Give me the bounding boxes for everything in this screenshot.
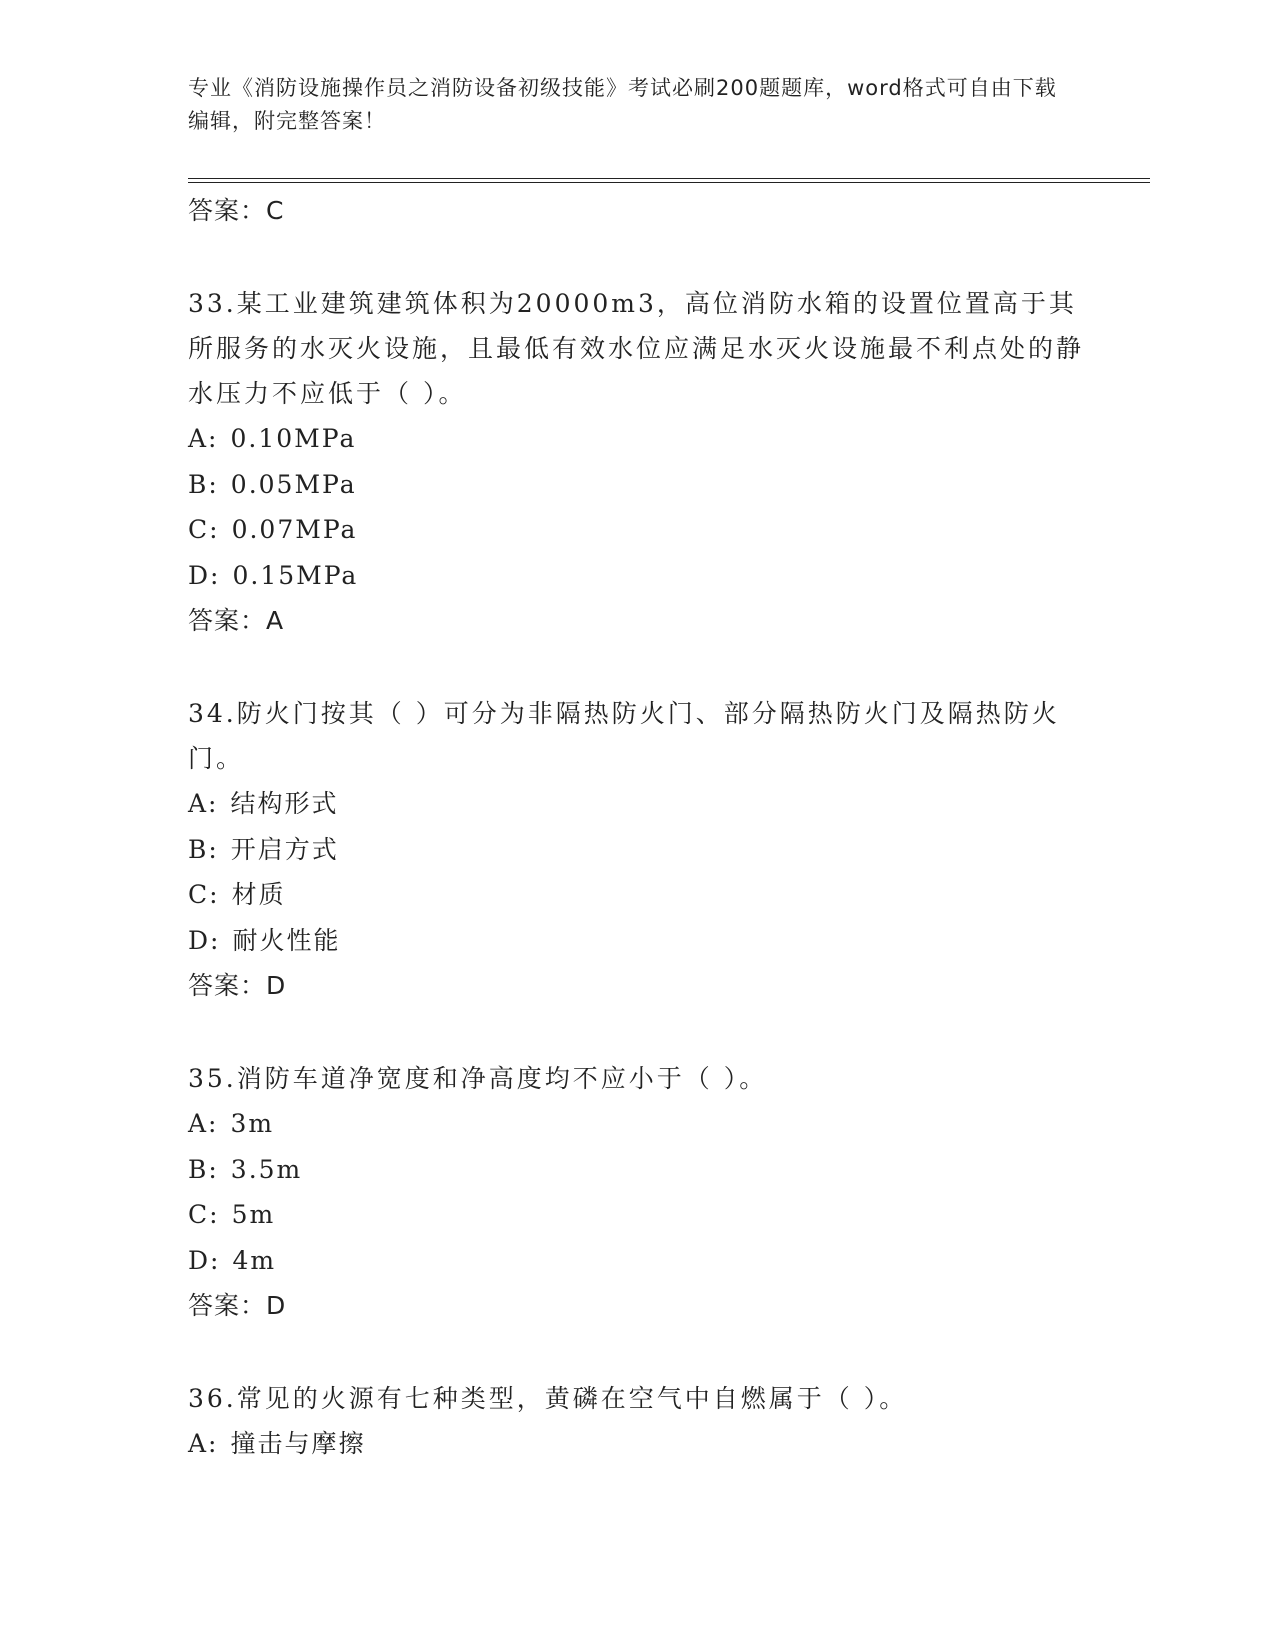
question-block <box>188 281 1088 644</box>
answer-option <box>188 1147 1088 1193</box>
answer-option <box>188 781 1088 827</box>
answer-value: D <box>266 1291 287 1320</box>
answer-prefix: 答案： <box>188 606 267 635</box>
question-stem <box>188 1056 1088 1101</box>
option-text: 0.07MPa <box>231 515 358 544</box>
question-list <box>188 188 1088 1467</box>
question-text: 常见的火源有七种类型，黄磷在空气中自燃属于（ ）。 <box>236 1384 908 1413</box>
answer-option <box>188 1192 1088 1238</box>
answer-option <box>188 827 1088 873</box>
answer-line <box>188 188 1088 234</box>
option-letter: C: <box>188 515 220 544</box>
answer-value: C <box>266 196 285 225</box>
option-text: 耐火性能 <box>232 925 341 955</box>
option-letter: D: <box>188 560 221 590</box>
answer-line <box>188 598 1088 644</box>
question-number: 36. <box>188 1384 237 1413</box>
question-stem <box>188 691 1088 781</box>
document-header: 专业《消防设施操作员之消防设备初级技能》考试必刷200题题库，word格式可自由下载编辑，附完整答案！ <box>188 76 1057 133</box>
option-letter: B: <box>188 469 219 499</box>
option-letter: A: <box>188 1429 219 1458</box>
header-divider-line <box>188 178 1150 179</box>
option-letter: C: <box>188 1200 220 1229</box>
option-text: 3.5m <box>230 1154 303 1184</box>
answer-prefix: 答案： <box>188 971 267 1000</box>
option-text: 结构形式 <box>230 789 339 818</box>
answer-option <box>188 462 1088 508</box>
question-block <box>188 1056 1088 1329</box>
answer-option <box>188 1101 1088 1147</box>
option-text: 5m <box>231 1200 276 1229</box>
question-stem <box>188 1376 1088 1421</box>
header-divider-line <box>188 182 1150 183</box>
answer-line <box>188 963 1088 1009</box>
option-letter: D: <box>188 925 221 955</box>
answer-option <box>188 416 1088 462</box>
option-letter: C: <box>188 880 220 909</box>
option-text: 撞击与摩擦 <box>230 1429 366 1458</box>
answer-option <box>188 1238 1088 1284</box>
question-text: 消防车道净宽度和净高度均不应小于（ ）。 <box>236 1064 768 1093</box>
question-number: 35. <box>188 1064 237 1093</box>
answer-option <box>188 507 1088 553</box>
option-letter: A: <box>188 424 219 453</box>
answer-option <box>188 918 1088 964</box>
question-text: 某工业建筑建筑体积为20000m3，高位消防水箱的设置位置高于其所服务的水灭火设施，且最低有效水位应满足水灭火设施最不利点处的静水压力不应低于（ ）。 <box>188 289 1085 408</box>
answer-prefix: 答案： <box>188 196 267 225</box>
answer-line <box>188 1283 1088 1329</box>
option-text: 3m <box>230 1109 275 1138</box>
option-text: 开启方式 <box>230 834 339 864</box>
option-letter: A: <box>188 1109 219 1138</box>
option-text: 材质 <box>231 880 286 909</box>
answer-value: D <box>266 971 287 1000</box>
question-block <box>188 1376 1088 1467</box>
question-stem <box>188 281 1088 416</box>
question-text: 防火门按其（ ）可分为非隔热防火门、部分隔热防火门及隔热防火门。 <box>188 699 1060 773</box>
question-number: 34. <box>188 699 237 728</box>
question-number: 33. <box>188 289 237 318</box>
option-letter: D: <box>188 1245 221 1275</box>
answer-option <box>188 872 1088 918</box>
option-letter: A: <box>188 789 219 818</box>
option-text: 0.15MPa <box>232 560 359 590</box>
option-letter: B: <box>188 1154 219 1184</box>
answer-option <box>188 1421 1088 1467</box>
question-block <box>188 691 1088 1009</box>
answer-prefix: 答案： <box>188 1291 267 1320</box>
answer-option <box>188 553 1088 599</box>
option-text: 0.05MPa <box>230 469 357 499</box>
answer-value: A <box>266 606 285 635</box>
option-text: 0.10MPa <box>230 424 357 453</box>
option-letter: B: <box>188 834 219 864</box>
option-text: 4m <box>232 1245 277 1275</box>
